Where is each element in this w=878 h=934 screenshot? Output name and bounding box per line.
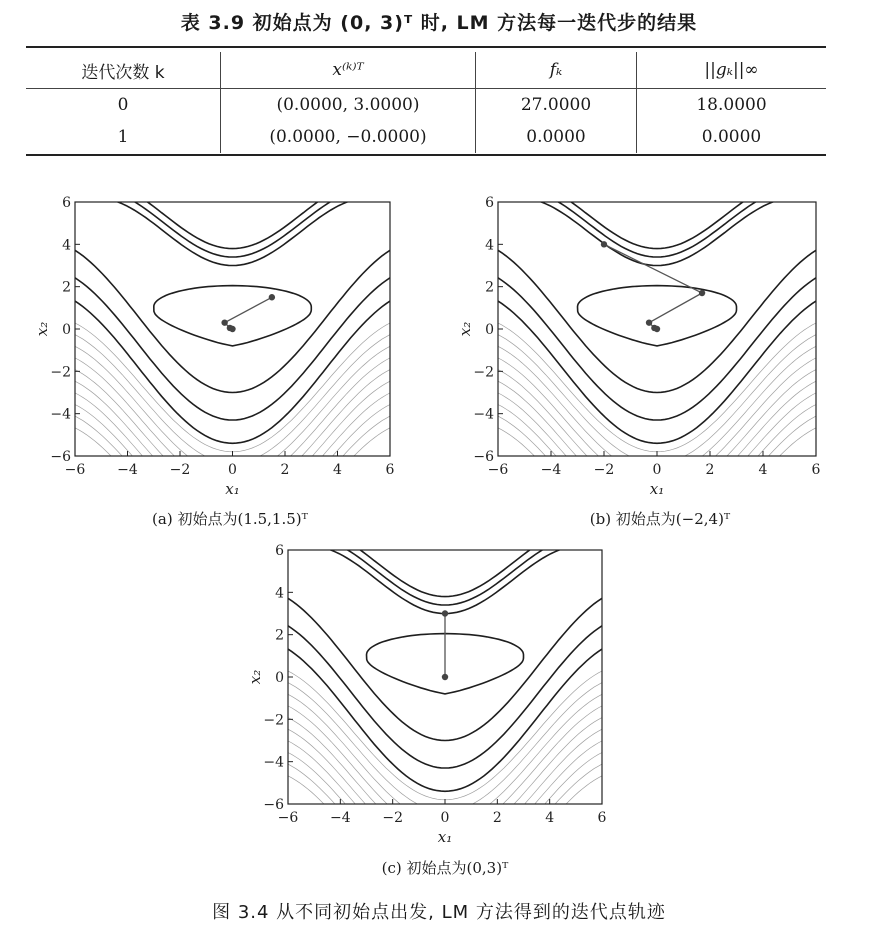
faint-contour-line [75, 393, 390, 522]
y-axis-label: x₂ [33, 321, 51, 337]
y-tick-label: −4 [263, 754, 284, 771]
iterate-point [699, 290, 705, 296]
y-tick-label: 4 [485, 237, 494, 254]
contour-line [498, 198, 816, 266]
figure-caption: 图 3.4 从不同初始点出发, LM 方法得到的迭代点轨迹 [212, 902, 666, 923]
x-tick-label: 0 [652, 462, 662, 478]
iterate-point [654, 326, 660, 332]
x-tick-label: −2 [169, 462, 191, 478]
x-tick-label: −4 [330, 810, 351, 826]
header-g: ||gₖ||∞ [637, 52, 827, 89]
y-tick-label: 2 [62, 279, 71, 296]
iterate-point [269, 294, 275, 300]
x-axis-label: x₁ [649, 480, 665, 498]
y-tick-label: 0 [62, 322, 71, 338]
caption-c: (c) 初始点为(0,3)ᵀ [381, 859, 509, 877]
table-row [26, 89, 826, 122]
cell-k: 1 [26, 121, 221, 153]
cell-f: 27.0000 [476, 89, 637, 122]
contour-line [75, 278, 390, 420]
iterate-point [442, 674, 448, 680]
y-tick-label: 4 [275, 585, 284, 602]
y-tick-label: 0 [485, 322, 494, 338]
y-tick-label: −4 [473, 406, 494, 423]
x-tick-label: 4 [545, 810, 555, 826]
y-axis-label: x₂ [456, 321, 474, 337]
contour-line [75, 181, 390, 249]
x-tick-label: 2 [280, 462, 290, 478]
faint-contour-line [498, 370, 816, 499]
contour-line [288, 529, 602, 597]
plot-c [246, 540, 620, 850]
contour-line [498, 250, 816, 392]
table-row [26, 121, 826, 153]
cell-x: (0.0000, 3.0000) [221, 89, 476, 122]
results-table [26, 52, 826, 153]
x-tick-label: 0 [440, 810, 450, 826]
cell-k: 0 [26, 89, 221, 122]
contour-line [288, 537, 602, 605]
table-header-row [26, 52, 826, 89]
y-tick-label: −2 [473, 364, 494, 381]
contour-line [75, 189, 390, 257]
y-tick-label: 2 [275, 627, 284, 644]
cell-f: 0.0000 [476, 121, 637, 153]
x-tick-label: −6 [277, 810, 299, 826]
x-tick-label: −2 [382, 810, 403, 826]
cell-g: 18.0000 [696, 95, 767, 115]
y-tick-label: 6 [485, 195, 494, 211]
x-tick-label: −4 [117, 462, 138, 478]
y-tick-label: −2 [263, 712, 284, 729]
caption-a: (a) 初始点为(1.5,1.5)ᵀ [152, 510, 308, 528]
y-tick-label: 4 [62, 237, 71, 254]
header-f: fₖ [476, 52, 637, 89]
x-tick-label: −6 [487, 462, 509, 478]
y-tick-label: −2 [50, 364, 71, 381]
header-iteration: 迭代次数 k [26, 52, 221, 89]
x-tick-label: 2 [705, 462, 715, 478]
y-tick-label: 6 [62, 195, 71, 211]
inner-contour [154, 286, 311, 346]
iterate-point [601, 241, 607, 247]
contour-line [498, 278, 816, 420]
iterate-point [221, 319, 227, 325]
x-tick-label: 4 [758, 462, 768, 478]
x-axis-label: x₁ [225, 480, 240, 498]
iterate-point [229, 326, 235, 332]
contour-line [498, 301, 816, 443]
trajectory-line [225, 297, 272, 329]
y-tick-label: −6 [473, 449, 494, 465]
x-tick-label: 4 [333, 462, 342, 478]
contour-line [288, 546, 602, 614]
table-bottom-rule [26, 154, 826, 156]
caption-b: (b) 初始点为(−2,4)ᵀ [589, 510, 731, 528]
contour-line [498, 181, 816, 249]
contour-line [75, 250, 390, 392]
table-top-rule [26, 46, 826, 48]
contour-line [498, 189, 816, 257]
table-title: 表 3.9 初始点为 (0, 3)ᵀ 时, LM 方法每一迭代步的结果 [180, 12, 698, 34]
faint-contour-line [75, 370, 390, 499]
x-tick-label: −2 [593, 462, 615, 478]
x-tick-label: 2 [492, 810, 502, 826]
cell-x: (0.0000, −0.0000) [221, 121, 476, 153]
x-tick-label: −4 [540, 462, 562, 478]
faint-contour-line [288, 718, 602, 847]
iterate-point [442, 610, 448, 616]
x-tick-label: 6 [597, 810, 607, 826]
plot-b [456, 190, 830, 500]
y-tick-label: 2 [485, 279, 494, 296]
y-axis-label: x₂ [246, 669, 264, 685]
y-tick-label: 0 [275, 670, 284, 686]
faint-contour-line [498, 323, 816, 452]
y-tick-label: −6 [50, 449, 71, 465]
y-tick-label: 6 [275, 543, 284, 559]
y-tick-label: −4 [50, 406, 71, 423]
x-tick-label: −6 [64, 462, 86, 478]
x-tick-label: 6 [811, 462, 821, 478]
iterate-point [646, 319, 652, 325]
faint-contour-line [288, 741, 602, 870]
inner-contour [578, 286, 737, 346]
x-axis-label: x₁ [437, 828, 453, 846]
x-tick-label: 6 [385, 462, 395, 478]
x-tick-label: 0 [228, 462, 237, 478]
plot-a [33, 190, 400, 500]
contour-line [75, 198, 390, 266]
faint-contour-line [498, 393, 816, 522]
contour-line [75, 301, 390, 443]
y-tick-label: −6 [263, 797, 284, 813]
cell-g: 0.0000 [701, 127, 762, 147]
header-x: x⁽ᵏ⁾ᵀ [221, 52, 476, 89]
